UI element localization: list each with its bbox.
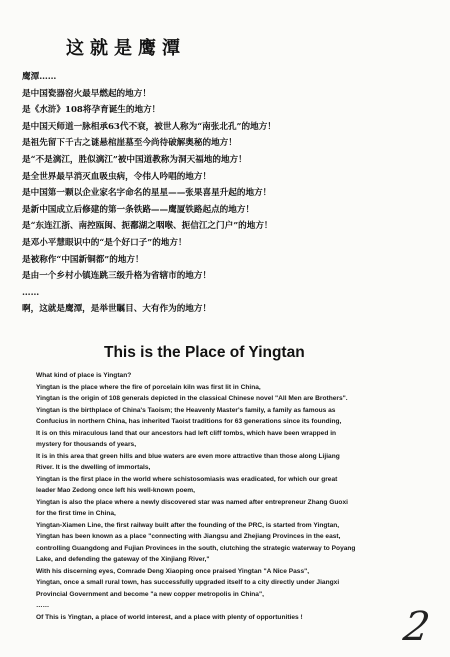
english-line: Yingtan-Xiamen Line, the first railway built after the founding of the PRC, is started from Yingtan,	[36, 521, 340, 529]
chinese-line: 是被称作“中国新铜都”的地方！	[22, 254, 144, 265]
english-line: Lake, and defending the gateway of the Xinjiang River,"	[36, 556, 210, 563]
page-number: 2	[400, 604, 433, 650]
english-line: Of This is Yingtan, a place of world interest, and a place with plenty of opportunities !	[36, 613, 303, 621]
chinese-body	[22, 69, 432, 318]
english-line: It is on this miraculous land that our ancestors had left cliff tombs, which have been wrapped in	[36, 429, 337, 437]
chinese-line: 啊，这就是鹰潭，是举世瞩目、大有作为的地方！	[22, 304, 212, 315]
chinese-line: 是中国第一颗以企业家名字命名的星星——张果喜星升起的地方！	[22, 188, 272, 199]
english-line: Yingtan, once a small rural town, has successfully upgraded itself to a city directly under Jiangxi	[36, 579, 340, 586]
chinese-line: 是邓小平慧眼识中的“是个好口子”的地方！	[22, 237, 187, 248]
english-line: Yingtan is the place where the fire of porcelain kiln was first lit in China,	[36, 383, 261, 391]
english-line: ……	[36, 602, 50, 609]
chinese-line: 是祖先留下千古之谜悬棺崖墓至今尚待破解奥秘的地方！	[22, 138, 237, 149]
english-line: Provincial Government and become "a new copper metropolis in China",	[36, 590, 264, 598]
chinese-line: 是中国天师道一脉相承63代不衰，被世人称为“南张北孔”的地方！	[22, 121, 276, 132]
chinese-line: 是中国瓷器窑火最早燃起的地方！	[22, 88, 151, 99]
english-line: What kind of place is Yingtan?	[36, 372, 132, 379]
chinese-line: 鹰潭……	[22, 72, 57, 82]
english-line: River. It is the dwelling of immortals,	[36, 464, 151, 471]
chinese-line: 是“东连江浙、南控瓯闽、扼鄱湖之咽喉、扼信江之门户”的地方！	[22, 221, 273, 232]
chinese-line: 是新中国成立后修建的第一条铁路——鹰厦铁路起点的地方！	[22, 204, 255, 215]
english-body	[36, 370, 414, 623]
english-line: With his discerning eyes, Comrade Deng Xiaoping once praised Yingtan "A Nice Pass",	[36, 567, 310, 575]
chinese-title: 这就是鹰潭	[66, 38, 186, 59]
chinese-line: 是“不是漓江，胜似漓江”被中国道教称为洞天福地的地方！	[22, 154, 247, 165]
english-line: Yingtan is the first place in the world where schistosomiasis was eradicated, for which our great	[36, 475, 338, 483]
english-line: Yingtan is the birthplace of China's Taoism; the Heavenly Master's family, a family as famous as	[36, 406, 336, 414]
chinese-line: 是全世界最早消灭血吸虫病，令伟人吟唱的地方！	[22, 171, 212, 182]
english-title: This is the Place of Yingtan	[104, 344, 305, 361]
english-line: controlling Guangdong and Fujian Provinces in the south, clutching the strategic waterway to Poyang	[36, 544, 356, 552]
chinese-line: ……	[22, 287, 40, 298]
chinese-line: 是由一个乡村小镇连跳三级升格为省辖市的地方！	[22, 271, 212, 282]
english-line: Yingtan is the origin of 108 generals depicted in the classical Chinese novel "All Men are Brothers".	[36, 395, 348, 402]
english-line: Confucius in northern China, has inherited Taoist traditions for 63 generations since its founding,	[36, 418, 342, 425]
english-line: Yingtan has been known as a place "connecting with Jiangsu and Zhejiang Provinces in the east,	[36, 533, 341, 540]
chinese-line: 是《水浒》108将孕育诞生的地方！	[22, 105, 161, 116]
english-line: for the first time in China,	[36, 510, 116, 517]
english-line: Yingtan is also the place where a newly discovered star was named after entrepreneur Zhang Guoxi	[36, 498, 348, 506]
english-line: leader Mao Zedong once left his well-known poem,	[36, 487, 196, 494]
english-line: It is in this area that green hills and blue waters are even more attractive than those along Lijiang	[36, 452, 340, 460]
english-line: mystery for thousands of years,	[36, 441, 137, 448]
